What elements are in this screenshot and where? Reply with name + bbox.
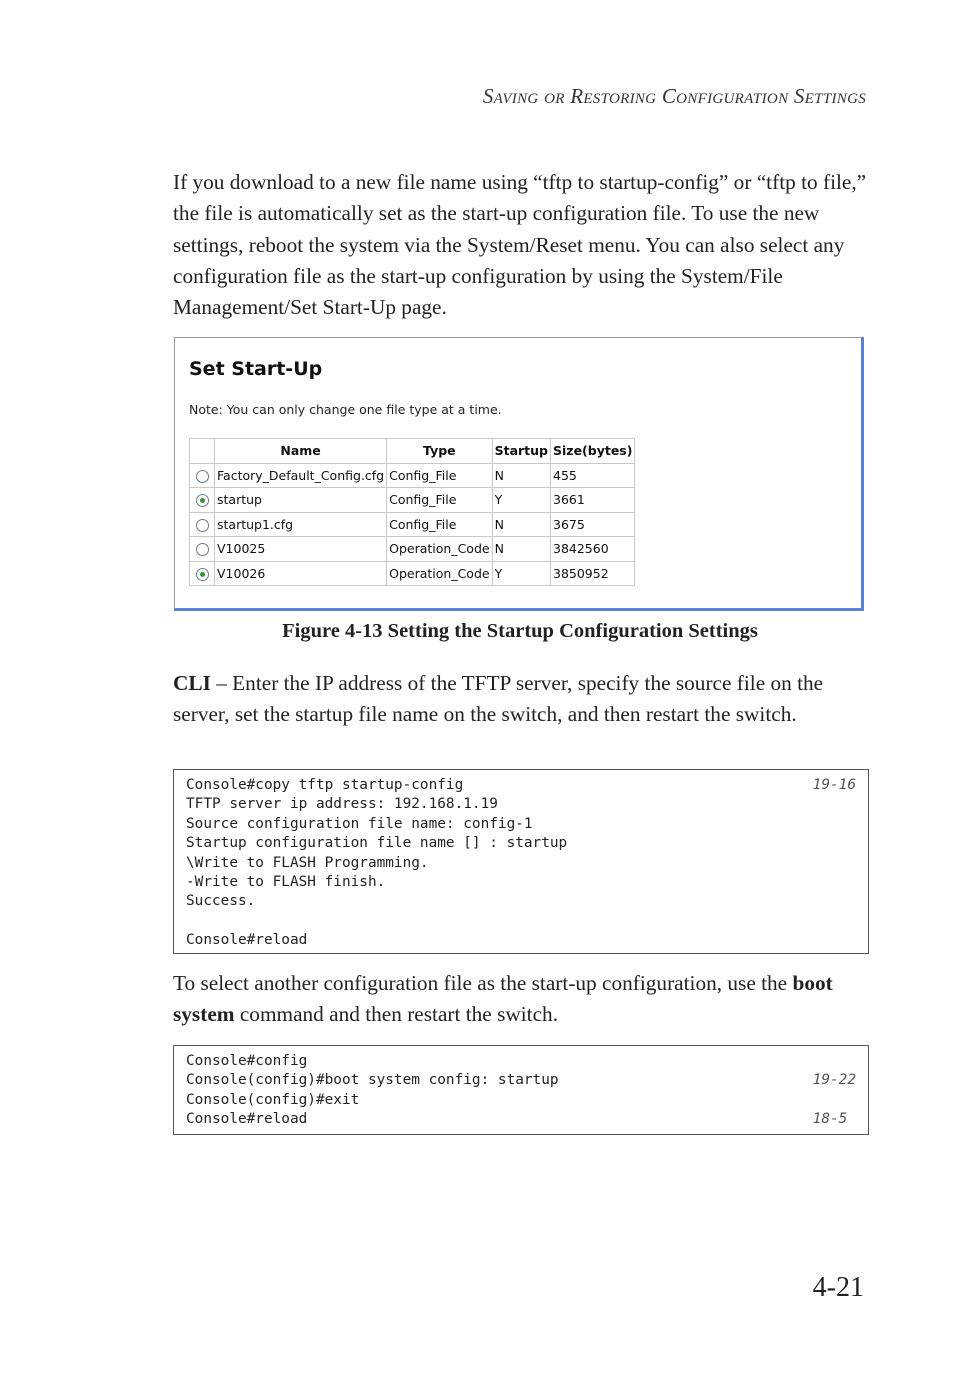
cell-type: Operation_Code (387, 561, 492, 586)
code-line (186, 854, 856, 873)
table-row (190, 463, 635, 488)
code-text: Success. (186, 893, 256, 910)
cell-name: V10025 (215, 537, 387, 562)
cell-startup: N (492, 512, 550, 537)
code-line (186, 815, 856, 834)
file-table-body (190, 463, 635, 586)
code-line (186, 795, 856, 814)
code-text: -Write to FLASH finish. (186, 873, 386, 890)
code-line (186, 931, 856, 950)
figure-caption: Figure 4-13 Setting the Startup Configuration Settings (282, 620, 758, 642)
table-header-row (190, 439, 635, 464)
code-text: \Write to FLASH Programming. (186, 854, 429, 871)
code-line (186, 1071, 856, 1090)
cell-startup: Y (492, 561, 550, 586)
running-title: Saving or Restoring Configuration Settings (482, 84, 866, 108)
cell-startup: N (492, 537, 550, 562)
cell-size: 455 (551, 463, 635, 488)
code-text: Console#copy tftp startup-config (186, 777, 464, 793)
boot-text-pre: To select another configuration file as the start-up configuration, use the (173, 971, 793, 995)
code-line (186, 1052, 856, 1071)
screenshot-title: Set Start-Up (189, 358, 323, 380)
code-text: Source configuration file name: config-1 (186, 815, 533, 832)
code-block-boot-system (173, 1045, 869, 1135)
code-line (186, 892, 856, 911)
cell-size: 3675 (551, 512, 635, 537)
radio-unselected-icon[interactable] (196, 519, 209, 532)
radio-unselected-icon[interactable] (196, 543, 209, 556)
code-line (186, 1110, 856, 1129)
code-reference: 19-22 (812, 1072, 856, 1089)
row-select-cell (190, 561, 215, 586)
file-table (189, 438, 635, 586)
column-header-name: Name (215, 439, 387, 464)
cell-size: 3850952 (551, 561, 635, 586)
code-reference: 18-5 (812, 1111, 856, 1128)
column-header-size: Size(bytes) (551, 439, 635, 464)
row-select-cell (190, 463, 215, 488)
row-select-cell (190, 537, 215, 562)
cell-name: Factory_Default_Config.cfg (215, 463, 387, 488)
cell-size: 3842560 (551, 537, 635, 562)
code-line (186, 1091, 856, 1110)
page-number: 4-21 (812, 1272, 864, 1303)
code-text: Console#reload (186, 932, 308, 949)
code-text: TFTP server ip address: 192.168.1.19 (186, 796, 498, 813)
cell-type: Config_File (387, 488, 492, 513)
boot-system-paragraph (173, 968, 873, 1031)
code-text: Console#reload (186, 1111, 308, 1128)
table-row (190, 512, 635, 537)
cell-name: V10026 (215, 561, 387, 586)
code-line (186, 834, 856, 853)
cell-name: startup (215, 488, 387, 513)
screenshot-note: Note: You can only change one file type at a time. (189, 402, 502, 417)
cell-size: 3661 (551, 488, 635, 513)
code-line (186, 912, 856, 931)
radio-selected-icon[interactable] (196, 568, 209, 581)
boot-system-command: boot system (173, 971, 833, 1027)
table-row (190, 537, 635, 562)
column-header-startup: Startup (492, 439, 550, 464)
cell-type: Operation_Code (387, 537, 492, 562)
set-startup-screenshot (174, 337, 864, 611)
cell-name: startup1.cfg (215, 512, 387, 537)
code-text: Startup configuration file name [] : startup (186, 835, 568, 852)
table-row (190, 488, 635, 513)
cell-startup: N (492, 463, 550, 488)
row-select-cell (190, 512, 215, 537)
row-select-cell (190, 488, 215, 513)
cell-type: Config_File (387, 463, 492, 488)
code-text: Console(config)#exit (186, 1091, 360, 1108)
code-line (186, 776, 856, 795)
table-row (190, 561, 635, 586)
code-text: Console#config (186, 1053, 308, 1069)
radio-unselected-icon[interactable] (196, 470, 209, 483)
column-header-type: Type (387, 439, 492, 464)
cell-type: Config_File (387, 512, 492, 537)
code-block-copy-tftp (173, 769, 869, 954)
intro-paragraph: If you download to a new file name using “tftp to startup-config” or “tftp to file,” the file is automatically set as the start-up configuration file. To use the new settings, reboot the system via the System/Reset menu. You can also select any configuration file as the start-up configuration by using the System/File Management/Set Start-Up page. (173, 170, 867, 320)
cli-label: CLI (173, 671, 211, 695)
select-column-header (190, 439, 215, 464)
cli-text: – Enter the IP address of the TFTP server, specify the source file on the server, set the startup file name on the switch, and then restart the switch. (173, 671, 824, 727)
cell-startup: Y (492, 488, 550, 513)
cli-paragraph (173, 668, 873, 731)
code-reference: 19-16 (812, 777, 856, 793)
boot-text-post: command and then restart the switch. (234, 1002, 559, 1027)
code-text: Console(config)#boot system config: startup (186, 1072, 559, 1089)
code-line (186, 873, 856, 892)
radio-selected-icon[interactable] (196, 494, 209, 507)
running-header (483, 84, 866, 109)
